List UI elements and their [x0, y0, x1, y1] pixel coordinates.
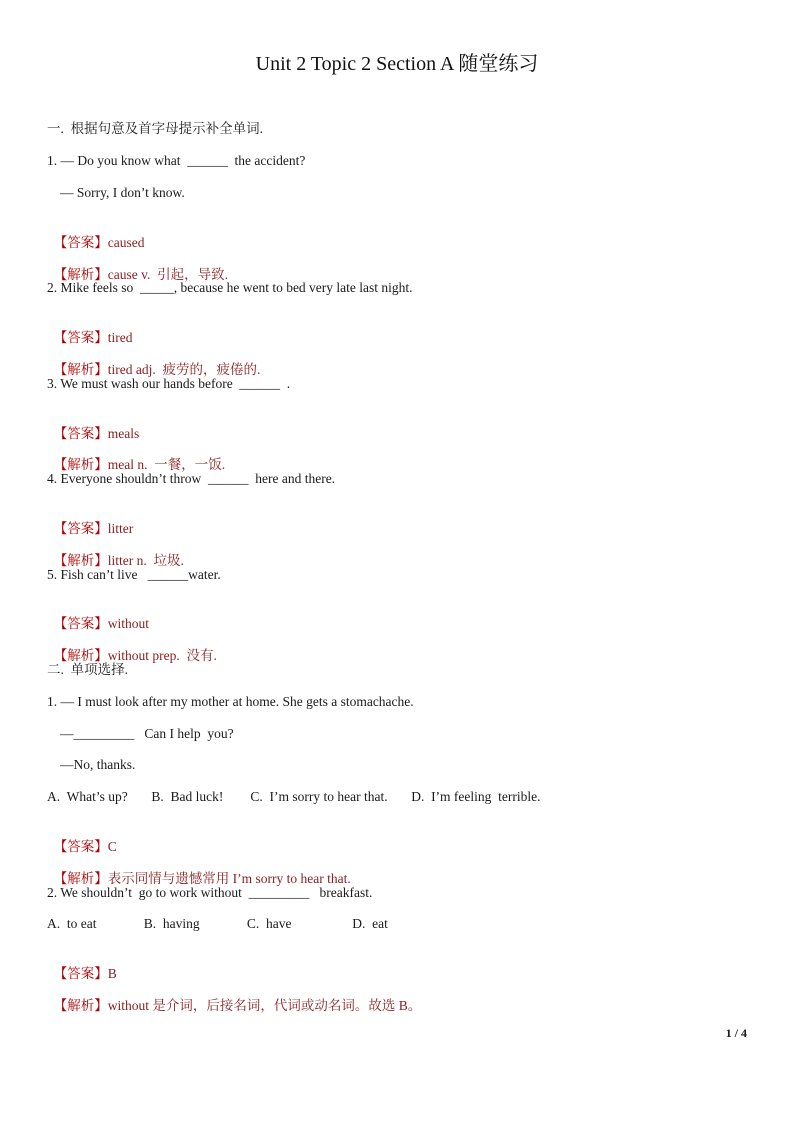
analysis-1-4 — [47, 534, 184, 570]
question-1-2: 2. Mike feels so _____, because he went to bed very late last night. — [47, 280, 413, 295]
analysis-2-1 — [47, 852, 351, 888]
analysis-text: tired adj. 疲劳的，疲倦的. — [107, 362, 261, 377]
answer-text: litter — [107, 521, 134, 536]
answer-tag: 【答案】 — [53, 521, 108, 536]
question-2-2: 2. We shouldn’t go to work without _________ breakfast. — [47, 885, 373, 900]
options-2-2: A. to eat B. having C. have D. eat — [47, 916, 388, 931]
answer-tag: 【答案】 — [53, 235, 108, 250]
answer-1-5 — [47, 597, 149, 633]
options-2-1: A. What’s up? B. Bad luck! C. I’m sorry to hear that. D. I’m feeling terrible. — [47, 789, 541, 804]
answer-text: without — [107, 616, 150, 631]
answer-text: tired — [107, 330, 133, 345]
analysis-tag: 【解析】 — [53, 457, 108, 472]
analysis-tag: 【解析】 — [53, 267, 108, 282]
answer-text: C — [107, 839, 117, 854]
answer-text: meals — [107, 426, 140, 441]
analysis-1-3 — [47, 438, 225, 474]
question-2-1-reply-2: —No, thanks. — [60, 757, 136, 772]
analysis-2-2 — [47, 979, 421, 1015]
question-2-1: 1. — I must look after my mother at home. She gets a stomachache. — [47, 694, 414, 709]
analysis-text: litter n. 垃圾. — [107, 553, 184, 568]
question-1-3: 3. We must wash our hands before ______ . — [47, 376, 291, 391]
analysis-tag: 【解析】 — [53, 648, 108, 663]
analysis-text: cause v. 引起，导致. — [107, 267, 228, 282]
analysis-tag: 【解析】 — [53, 998, 108, 1013]
question-1-4: 4. Everyone shouldn’t throw ______ here and there. — [47, 471, 336, 486]
analysis-text: meal n. 一餐，一饭. — [107, 457, 226, 472]
question-1-5: 5. Fish can’t live ______water. — [47, 567, 221, 582]
question-2-1-reply: —_________ Can I help you? — [60, 726, 234, 741]
analysis-1-2 — [47, 343, 260, 379]
answer-tag: 【答案】 — [53, 426, 108, 441]
analysis-tag: 【解析】 — [53, 553, 108, 568]
analysis-text: 表示同情与遗憾常用 I’m sorry to hear that. — [107, 871, 351, 886]
analysis-tag: 【解析】 — [53, 871, 108, 886]
answer-2-1 — [47, 820, 117, 856]
analysis-tag: 【解析】 — [53, 362, 108, 377]
page-title: Unit 2 Topic 2 Section A 随堂练习 — [255, 53, 539, 75]
section-heading-2: 二. 单项选择. — [47, 662, 128, 677]
question-1-1: 1. — Do you know what ______ the accident? — [47, 153, 306, 168]
answer-1-2 — [47, 311, 133, 347]
page-number: 1 / 4 — [725, 1026, 747, 1040]
analysis-text: without prep. 没有. — [107, 648, 217, 663]
answer-tag: 【答案】 — [53, 330, 108, 345]
answer-1-4 — [47, 502, 133, 538]
answer-tag: 【答案】 — [53, 616, 108, 631]
answer-2-2 — [47, 947, 117, 983]
analysis-1-5 — [47, 629, 217, 665]
analysis-text: without 是介词，后接名词，代词或动名词。故选 B。 — [107, 998, 422, 1013]
answer-tag: 【答案】 — [53, 839, 108, 854]
answer-1-1 — [47, 216, 144, 252]
answer-text: caused — [107, 235, 145, 250]
answer-tag: 【答案】 — [53, 966, 108, 981]
question-1-1-reply: — Sorry, I don’t know. — [60, 185, 185, 200]
section-heading-1: 一. 根据句意及首字母提示补全单词. — [47, 121, 263, 136]
answer-text: B — [107, 966, 117, 981]
